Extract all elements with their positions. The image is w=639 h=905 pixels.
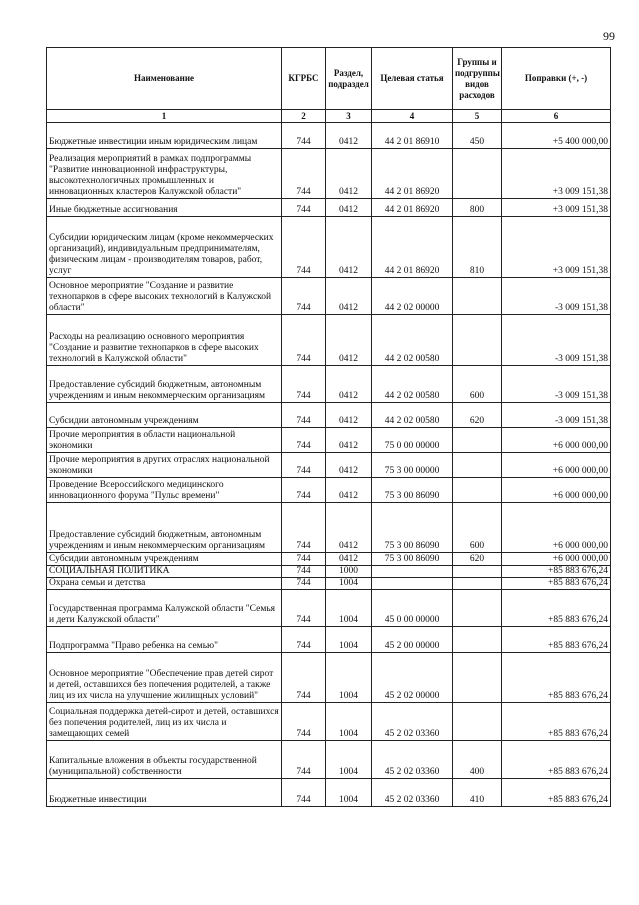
table-row (47, 403, 611, 428)
budget-amendments-table (46, 47, 611, 807)
row-amount: -3 009 151,38 (502, 403, 611, 428)
row-amount: +85 883 676,24 (502, 779, 611, 807)
row-name: Социальная поддержка детей-сирот и детей, оставшихся без попечения родителей, лиц из их числа и замещающих семей (47, 703, 282, 741)
table-row (47, 653, 611, 703)
row-section: 0412 (326, 315, 372, 366)
row-amount: +6 000 000,00 (502, 503, 611, 553)
row-amount: +85 883 676,24 (502, 653, 611, 703)
row-kgrbs: 744 (282, 590, 326, 627)
row-amount: +85 883 676,24 (502, 741, 611, 779)
row-section: 0412 (326, 503, 372, 553)
row-group (453, 453, 502, 478)
page-number: 99 (603, 29, 615, 43)
row-section: 0412 (326, 123, 372, 149)
row-amount: +3 009 151,38 (502, 149, 611, 199)
row-group (453, 278, 502, 315)
table-row (47, 779, 611, 807)
row-target: 45 0 00 00000 (372, 590, 453, 627)
row-section: 0412 (326, 478, 372, 503)
header-name: Наименование (47, 48, 282, 110)
row-section: 1004 (326, 578, 372, 590)
table-row (47, 703, 611, 741)
row-name: Охрана семьи и детства (47, 578, 282, 590)
row-section: 1004 (326, 703, 372, 741)
row-amount: +85 883 676,24 (502, 566, 611, 578)
row-target: 45 2 00 00000 (372, 627, 453, 653)
row-section: 0412 (326, 278, 372, 315)
row-name: Предоставление субсидий бюджетным, автономным учреждениям и иным некоммерческим организациям (47, 366, 282, 403)
row-group (453, 703, 502, 741)
row-name: Подпрограмма "Право ребенка на семью" (47, 627, 282, 653)
row-amount: +3 009 151,38 (502, 217, 611, 278)
header-kgrbs: КГРБС (282, 48, 326, 110)
row-kgrbs: 744 (282, 199, 326, 217)
row-name: Бюджетные инвестиции иным юридическим лицам (47, 123, 282, 149)
row-kgrbs: 744 (282, 566, 326, 578)
table-row (47, 566, 611, 578)
row-target (372, 566, 453, 578)
column-number: 4 (372, 110, 453, 123)
row-name: Основное мероприятие "Обеспечение прав детей сирот и детей, оставшихся без попечения родителей, а также лиц из их числа на улучшение жилищных условий" (47, 653, 282, 703)
table-row (47, 278, 611, 315)
row-group (453, 428, 502, 453)
row-section: 0412 (326, 428, 372, 453)
row-section: 0412 (326, 403, 372, 428)
table-row (47, 553, 611, 566)
row-section: 0412 (326, 453, 372, 478)
row-kgrbs: 744 (282, 217, 326, 278)
header-section: Раздел, подраздел (326, 48, 372, 110)
header-target: Целевая статья (372, 48, 453, 110)
row-target: 44 2 01 86920 (372, 217, 453, 278)
row-kgrbs: 744 (282, 503, 326, 553)
row-amount: +85 883 676,24 (502, 578, 611, 590)
row-name: Бюджетные инвестиции (47, 779, 282, 807)
row-name: Субсидии автономным учреждениям (47, 403, 282, 428)
row-target: 75 3 00 00000 (372, 453, 453, 478)
row-group: 810 (453, 217, 502, 278)
row-group: 800 (453, 199, 502, 217)
row-name: Прочие мероприятия в других отраслях национальной экономики (47, 453, 282, 478)
table-row (47, 428, 611, 453)
row-kgrbs: 744 (282, 366, 326, 403)
row-target: 44 2 01 86920 (372, 149, 453, 199)
header-row (47, 48, 611, 110)
row-target: 44 2 02 00580 (372, 366, 453, 403)
row-target: 44 2 02 00580 (372, 315, 453, 366)
header-amendment: Поправки (+, -) (502, 48, 611, 110)
row-group: 620 (453, 553, 502, 566)
row-group (453, 315, 502, 366)
row-target: 44 2 01 86910 (372, 123, 453, 149)
table-row (47, 590, 611, 627)
row-target: 45 2 02 00000 (372, 653, 453, 703)
row-kgrbs: 744 (282, 653, 326, 703)
row-group: 410 (453, 779, 502, 807)
row-target (372, 578, 453, 590)
row-section: 0412 (326, 149, 372, 199)
row-target: 44 2 02 00580 (372, 403, 453, 428)
column-number-row (47, 110, 611, 123)
header-group: Группы и подгруппы видов расходов (453, 48, 502, 110)
row-kgrbs: 744 (282, 553, 326, 566)
row-group: 400 (453, 741, 502, 779)
table-row (47, 478, 611, 503)
row-kgrbs: 744 (282, 315, 326, 366)
row-group (453, 578, 502, 590)
row-section: 0412 (326, 217, 372, 278)
row-amount: +6 000 000,00 (502, 553, 611, 566)
row-kgrbs: 744 (282, 403, 326, 428)
row-kgrbs: 744 (282, 149, 326, 199)
row-kgrbs: 744 (282, 123, 326, 149)
row-group: 600 (453, 366, 502, 403)
row-kgrbs: 744 (282, 779, 326, 807)
row-kgrbs: 744 (282, 278, 326, 315)
row-amount: +6 000 000,00 (502, 478, 611, 503)
row-amount: +85 883 676,24 (502, 703, 611, 741)
row-group (453, 566, 502, 578)
row-section: 1000 (326, 566, 372, 578)
row-amount: +85 883 676,24 (502, 590, 611, 627)
table-row (47, 199, 611, 217)
row-amount: +3 009 151,38 (502, 199, 611, 217)
table-row (47, 627, 611, 653)
row-name: Субсидии автономным учреждениям (47, 553, 282, 566)
row-kgrbs: 744 (282, 453, 326, 478)
row-name: СОЦИАЛЬНАЯ ПОЛИТИКА (47, 566, 282, 578)
row-kgrbs: 744 (282, 741, 326, 779)
row-amount: +5 400 000,00 (502, 123, 611, 149)
row-name: Капитальные вложения в объекты государственной (муниципальной) собственности (47, 741, 282, 779)
table-row (47, 217, 611, 278)
row-group (453, 653, 502, 703)
row-kgrbs: 744 (282, 578, 326, 590)
table-row (47, 503, 611, 553)
row-name: Реализация мероприятий в рамках подпрограммы "Развитие инновационной инфраструктуры, высокотехнологичных промышленных и инновационных кластеров Калужской области" (47, 149, 282, 199)
row-amount: -3 009 151,38 (502, 315, 611, 366)
row-kgrbs: 744 (282, 703, 326, 741)
row-amount: +6 000 000,00 (502, 453, 611, 478)
row-kgrbs: 744 (282, 428, 326, 453)
row-target: 75 3 00 86090 (372, 553, 453, 566)
table-row (47, 453, 611, 478)
row-name: Основное мероприятие "Создание и развитие технопарков в сфере высоких технологий в Калужской области" (47, 278, 282, 315)
row-kgrbs: 744 (282, 478, 326, 503)
row-name: Иные бюджетные ассигнования (47, 199, 282, 217)
row-amount: -3 009 151,38 (502, 278, 611, 315)
row-target: 75 3 00 86090 (372, 478, 453, 503)
row-section: 1004 (326, 627, 372, 653)
row-section: 1004 (326, 779, 372, 807)
row-name: Проведение Всероссийского медицинского инновационного форума "Пульс времени" (47, 478, 282, 503)
table-row (47, 123, 611, 149)
table-row (47, 741, 611, 779)
row-name: Государственная программа Калужской области "Семья и дети Калужской области" (47, 590, 282, 627)
row-section: 0412 (326, 366, 372, 403)
column-number: 5 (453, 110, 502, 123)
column-number: 3 (326, 110, 372, 123)
row-target: 45 2 02 03360 (372, 741, 453, 779)
row-name: Расходы на реализацию основного мероприятия "Создание и развитие технопарков в сфере высоких технологий в Калужской области" (47, 315, 282, 366)
row-section: 0412 (326, 199, 372, 217)
column-number: 2 (282, 110, 326, 123)
row-group (453, 478, 502, 503)
row-target: 45 2 02 03360 (372, 779, 453, 807)
row-target: 44 2 02 00000 (372, 278, 453, 315)
row-section: 1004 (326, 590, 372, 627)
row-target: 45 2 02 03360 (372, 703, 453, 741)
row-name: Прочие мероприятия в области национальной экономики (47, 428, 282, 453)
table-row (47, 315, 611, 366)
row-amount: +85 883 676,24 (502, 627, 611, 653)
column-number: 1 (47, 110, 282, 123)
row-group (453, 627, 502, 653)
row-target: 44 2 01 86920 (372, 199, 453, 217)
row-name: Субсидии юридическим лицам (кроме некоммерческих организаций), индивидуальным предпринимателям, физическим лицам - производителям товаров, работ, услуг (47, 217, 282, 278)
row-section: 1004 (326, 741, 372, 779)
row-section: 1004 (326, 653, 372, 703)
row-section: 0412 (326, 553, 372, 566)
row-group (453, 149, 502, 199)
row-target: 75 0 00 00000 (372, 428, 453, 453)
table-row (47, 366, 611, 403)
row-group: 620 (453, 403, 502, 428)
row-amount: -3 009 151,38 (502, 366, 611, 403)
row-group (453, 590, 502, 627)
row-amount: +6 000 000,00 (502, 428, 611, 453)
row-kgrbs: 744 (282, 627, 326, 653)
row-group: 600 (453, 503, 502, 553)
row-group: 450 (453, 123, 502, 149)
table-row (47, 578, 611, 590)
table-row (47, 149, 611, 199)
row-name: Предоставление субсидий бюджетным, автономным учреждениям и иным некоммерческим организациям (47, 503, 282, 553)
column-number: 6 (502, 110, 611, 123)
row-target: 75 3 00 86090 (372, 503, 453, 553)
